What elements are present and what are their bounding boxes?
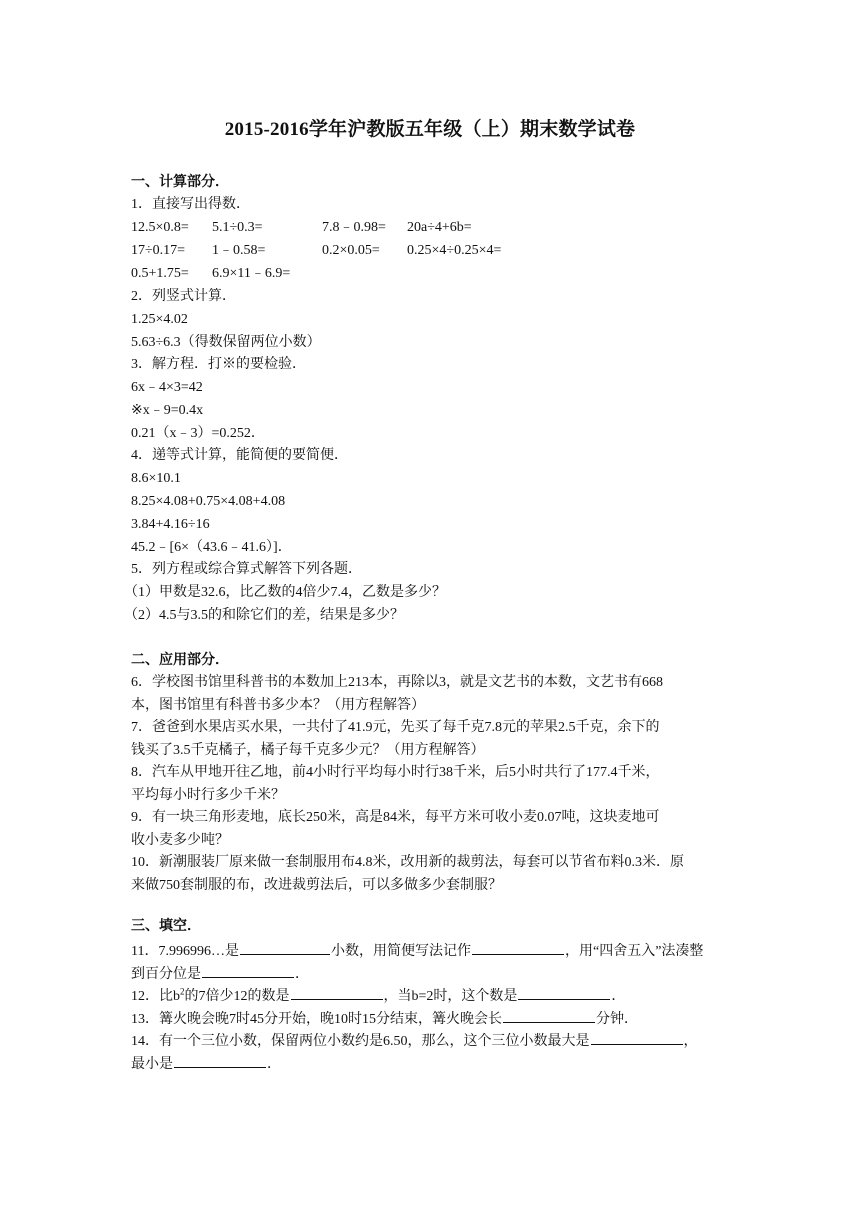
question-6-line-1: 6．学校图书馆里科普书的本数加上213本，再除以3，就是文艺书的本数，文艺书有668 [131, 675, 663, 690]
question-11-line-1 [131, 940, 703, 962]
q1-item: 7.8﹣0.98= [322, 220, 386, 235]
section-heading-calculation: 一、计算部分． [131, 175, 229, 190]
q3-item: 0.21（x﹣3）=0.252． [131, 426, 265, 441]
q1-item: 0.5+1.75= [131, 266, 189, 281]
question-6-line-2: 本，图书馆里有科普书多少本？（用方程解答） [131, 698, 425, 713]
question-13 [131, 1008, 638, 1030]
q4-item: 8.6×10.1 [131, 471, 181, 486]
answer-blank[interactable] [472, 940, 564, 955]
question-5-label: 5．列方程或综合算式解答下列各题． [131, 562, 362, 577]
question-9-line-1: 9．有一块三角形麦地，底长250米，高是84米，每平方米可收小麦0.07吨，这块麦地可 [131, 810, 660, 825]
q14-text: ， [683, 1034, 698, 1049]
q1-item: 0.25×4÷0.25×4= [407, 243, 502, 258]
q1-row-3 [131, 264, 631, 284]
q1-item: 6.9×11﹣6.9= [212, 266, 291, 281]
q1-item: 1﹣0.58= [212, 243, 266, 258]
question-11-line-2 [131, 963, 309, 985]
q5-item: （2）4.5与3.5的和除它们的差，结果是多少？ [124, 608, 404, 623]
q13-text: 分钟． [596, 1012, 638, 1027]
question-7-line-1: 7．爸爸到水果店买水果，一共付了41.9元，先买了每千克7.8元的苹果2.5千克，余下的 [131, 720, 660, 735]
question-7-line-2: 钱买了3.5千克橘子，橘子每千克多少元？（用方程解答） [131, 743, 485, 758]
q14-text: ． [267, 1057, 281, 1072]
q1-item: 0.2×0.05= [322, 243, 380, 258]
q12-exponent: 2 [180, 986, 185, 997]
q1-item: 17÷0.17= [131, 243, 186, 258]
answer-blank[interactable] [503, 1008, 595, 1023]
question-14-line-2 [131, 1053, 281, 1075]
q3-item: 6x﹣4×3=42 [131, 380, 203, 395]
q11-text: ，用“四舍五入”法凑整 [564, 944, 704, 959]
q1-item: 5.1÷0.3= [212, 220, 263, 235]
question-14-line-1 [131, 1030, 698, 1052]
q11-text: 11．7.996996…是 [131, 944, 239, 959]
q12-text: ． [611, 989, 626, 1004]
question-9-line-2: 收小麦多少吨？ [131, 833, 229, 848]
question-1-label: 1．直接写出得数． [131, 197, 250, 212]
q1-row-2 [131, 241, 631, 261]
q1-row-1 [131, 218, 631, 238]
answer-blank[interactable] [202, 963, 294, 978]
q1-item: 12.5×0.8= [131, 220, 189, 235]
q12-text: ，当b=2时，这个数是 [383, 989, 518, 1004]
question-8-line-2: 平均每小时行多少千米？ [131, 788, 285, 803]
q5-item: （1）甲数是32.6，比乙数的4倍少7.4，乙数是多少？ [124, 585, 446, 600]
q14-text: 14．有一个三位小数，保留两位小数约是6.50，那么，这个三位小数最大是 [131, 1034, 590, 1049]
q13-text: 13．篝火晚会晚7时45分开始，晚10时15分结束，篝火晚会长 [131, 1012, 502, 1027]
q4-item: 8.25×4.08+0.75×4.08+4.08 [131, 494, 286, 509]
q11-text: ． [295, 967, 309, 982]
q4-item: 3.84+4.16÷16 [131, 517, 210, 532]
q4-item: 45.2﹣[6×（43.6﹣41.6）]． [131, 540, 292, 555]
question-3-label: 3．解方程．打※的要检验． [131, 357, 306, 372]
q2-item: 1.25×4.02 [131, 312, 188, 327]
question-10-line-2: 来做750套制服的布，改进裁剪法后，可以多做多少套制服？ [131, 878, 502, 893]
page-title: 2015-2016学年沪教版五年级（上）期末数学试卷 [224, 119, 636, 140]
answer-blank[interactable] [240, 940, 330, 955]
answer-blank[interactable] [291, 985, 383, 1000]
question-12 [131, 985, 625, 1007]
q14-text: 最小是 [131, 1057, 173, 1072]
answer-blank[interactable] [591, 1030, 683, 1045]
answer-blank[interactable] [518, 985, 610, 1000]
q11-text: 到百分位是 [131, 967, 201, 982]
question-2-label: 2．列竖式计算． [131, 289, 236, 304]
q12-text: 12．比b [131, 989, 180, 1004]
q1-item: 20a÷4+6b= [407, 220, 472, 235]
section-heading-fill-in: 三、填空． [131, 919, 201, 934]
q11-text: 小数，用简便写法记作 [330, 944, 471, 959]
question-8-line-1: 8．汽车从甲地开往乙地，前4小时行平均每小时行38千米，后5小时共行了177.4千米， [131, 765, 660, 780]
section-heading-application: 二、应用部分． [131, 653, 229, 668]
q2-item: 5.63÷6.3（得数保留两位小数） [131, 335, 321, 350]
q12-text: 的7倍少12的数是 [184, 989, 290, 1004]
question-10-line-1: 10．新潮服装厂原来做一套制服用布4.8米，改用新的裁剪法，每套可以节省布料0.3米．原 [131, 855, 684, 870]
question-4-label: 4．递等式计算，能简便的要简便． [131, 448, 348, 463]
answer-blank[interactable] [174, 1053, 266, 1068]
q3-item: ※x﹣9=0.4x [131, 403, 204, 418]
